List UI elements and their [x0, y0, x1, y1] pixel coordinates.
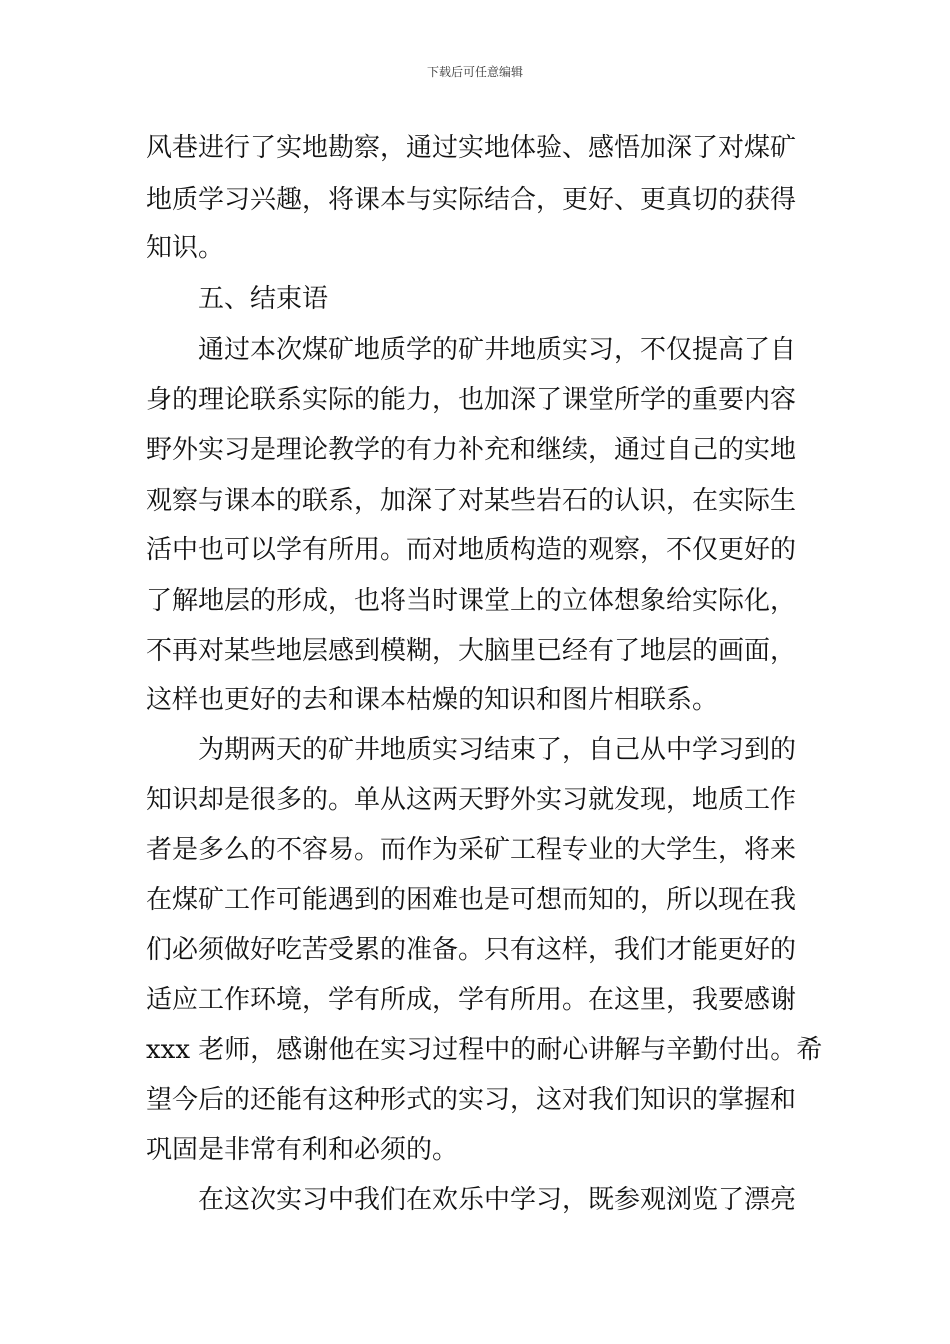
section-heading: 五、结束语	[198, 284, 329, 314]
text-line: 观察与课本的联系，加深了对某些岩石的认识，在实际生	[146, 486, 797, 516]
text-line: 活中也可以学有所用。而对地质构造的观察，不仅更好的	[146, 535, 797, 565]
text-line: 巩固是非常有利和必须的。	[146, 1135, 459, 1165]
text-line: 野外实习是理论教学的有力补充和继续，通过自己的实地	[146, 435, 797, 465]
text-line: 这样也更好的去和课本枯燥的知识和图片相联系。	[146, 685, 719, 715]
text-line: 在这次实习中我们在欢乐中学习，既参观浏览了漂亮	[198, 1185, 797, 1215]
text-line: 不再对某些地层感到模糊，大脑里已经有了地层的画面，	[146, 636, 797, 666]
text-line: 为期两天的矿井地质实习结束了，自己从中学习到的	[198, 735, 797, 765]
text-line: 风巷进行了实地勘察，通过实地体验、感悟加深了对煤矿	[146, 133, 797, 163]
text-line: 了解地层的形成，也将当时课堂上的立体想象给实际化，	[146, 586, 797, 616]
text-line: 通过本次煤矿地质学的矿井地质实习，不仅提高了自	[198, 335, 797, 365]
text-line: 地质学习兴趣，将课本与实际结合，更好、更真切的获得	[146, 185, 797, 215]
text-line: 们必须做好吃苦受累的准备。只有这样，我们才能更好的	[146, 935, 797, 965]
text-line: 知识。	[146, 233, 225, 263]
text-line: 者是多么的不容易。而作为采矿工程专业的大学生，将来	[146, 835, 797, 865]
page-header: 下载后可任意编辑	[426, 65, 523, 79]
text-line: 适应工作环境，学有所成，学有所用。在这里，我要感谢	[146, 985, 797, 1015]
text-line: xxx 老师，感谢他在实习过程中的耐心讲解与辛勤付出。希	[146, 1035, 823, 1065]
text-line: 知识却是很多的。单从这两天野外实习就发现，地质工作	[146, 785, 797, 815]
text-line: 望今后的还能有这种形式的实习，这对我们知识的掌握和	[146, 1085, 797, 1115]
text-line: 在煤矿工作可能遇到的困难也是可想而知的，所以现在我	[146, 885, 797, 915]
text-line: 身的理论联系实际的能力，也加深了课堂所学的重要内容	[146, 385, 797, 415]
